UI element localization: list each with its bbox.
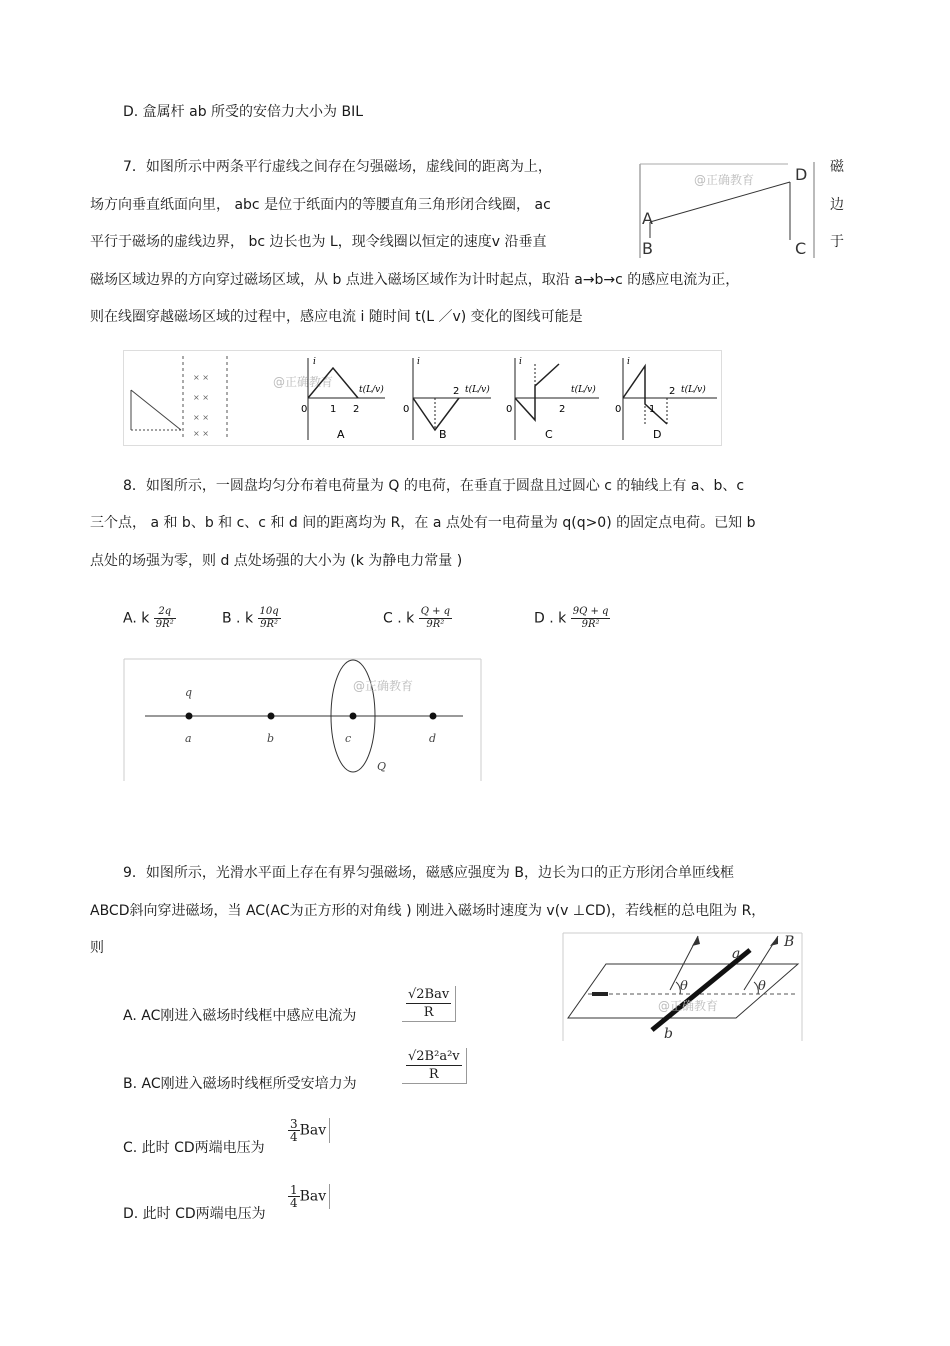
svg-text:i: i — [417, 357, 420, 367]
q9-option-b: B. AC刚进入磁场时线框所受安培力为 — [123, 1076, 357, 1092]
q8-option-c: C . k $\frac{Q + q}{\text{9R²}}$ — [383, 606, 451, 630]
q9-option-a: A. AC刚进入磁场时线框中感应电流为 — [123, 1008, 357, 1024]
q7-graph-d — [615, 357, 717, 441]
q8-fig-watermark: @正确教育 — [353, 679, 414, 693]
q8-line-2: 三个点， a 和 b、b 和 c、c 和 d 间的距离均为 R，在 a 点处有一电荷量为 q(q>0) 的固定点电荷。已知 b — [90, 515, 756, 531]
q9-option-d: D. 此时 CD两端电压为 — [123, 1206, 266, 1222]
q8-point-a — [186, 713, 193, 720]
svg-text:d: d — [429, 732, 437, 745]
q7-graph-b — [403, 357, 491, 441]
svg-text:× ×: × × — [193, 393, 209, 402]
svg-text:1: 1 — [649, 404, 656, 415]
q7-graph-label-c: C — [545, 428, 553, 441]
q7-fig-label-b: B — [642, 239, 653, 258]
q7-line-5: 则在线圈穿越磁场区域的过程中，感应电流 i 随时间 t(L ／v) 变化的图线可能是 — [90, 309, 583, 325]
q9-option-c: C. 此时 CD两端电压为 — [123, 1140, 265, 1156]
q6-option-d: D. 盒属杆 ab 所受的安倍力大小为 BIL — [123, 104, 364, 120]
svg-text:t(L/v): t(L/v) — [465, 385, 490, 395]
q9-fig-label-B: B — [784, 934, 795, 950]
svg-text:Q: Q — [377, 760, 387, 773]
q8-disk-figure — [123, 658, 483, 782]
svg-text:t(L/v): t(L/v) — [681, 385, 706, 395]
q7-line-2-tail: 边 — [830, 197, 844, 213]
svg-text:2: 2 — [453, 386, 460, 397]
q7-fig-label-d: D — [795, 165, 808, 184]
q7-graph-a — [301, 357, 385, 441]
svg-text:θ: θ — [758, 979, 766, 994]
svg-text:q: q — [185, 686, 193, 699]
svg-text:1: 1 — [330, 404, 337, 415]
svg-text:2: 2 — [353, 404, 360, 415]
q9-line-1: 9．如图所示，光滑水平面上存在有界匀强磁场，磁感应强度为 B，边长为口的正方形闭合单匝线框 — [123, 865, 734, 881]
q7-fig-label-c: C — [795, 239, 807, 258]
q9-line-2: ABCD斜向穿进磁场，当 AC(AC为正方形的对角线 ) 刚进入磁场时速度为 v(v ⊥CD)，若线框的总电阻为 R， — [90, 903, 766, 919]
q7-field-figure — [638, 160, 818, 260]
svg-text:2: 2 — [559, 404, 566, 415]
q7-line-2: 场方向垂直纸面向里， abc 是位于纸面内的等腰直角三角形闭合线圈， ac — [90, 197, 551, 213]
svg-text:t(L/v): t(L/v) — [571, 385, 596, 395]
svg-text:i: i — [313, 357, 316, 367]
q7-line-3-tail: 于 — [830, 234, 844, 250]
q7-line-4: 磁场区域边界的方向穿过磁场区域，从 b 点进入磁场区域作为计时起点，取沿 a→b→c 的感应电流为正， — [90, 272, 740, 288]
q7-graph-label-a: A — [337, 428, 345, 441]
svg-text:b: b — [267, 732, 275, 745]
q9-option-b-formula: √2B²a²v R — [402, 1048, 467, 1084]
q8-option-a: A. k $\frac{2q}{\text{9R²}}$ — [123, 606, 174, 630]
q7-graph-label-b: B — [439, 428, 447, 441]
svg-text:0: 0 — [301, 404, 308, 415]
q8-point-c — [350, 713, 357, 720]
q9-fig-label-a: a — [732, 946, 741, 962]
svg-text:0: 0 — [615, 404, 622, 415]
svg-text:c: c — [345, 732, 352, 745]
q7-fig-watermark: @正确教育 — [694, 173, 755, 187]
q8-point-d — [430, 713, 437, 720]
svg-text:i: i — [627, 357, 630, 367]
q7-setup-sketch — [131, 356, 227, 440]
q8-line-3: 点处的场强为零，则 d 点处场强的大小为 (k 为静电力常量 ) — [90, 553, 463, 569]
svg-text:a: a — [185, 732, 192, 745]
q7-line-3: 平行于磁场的虚线边界， bc 边长也为 L，现令线圈以恒定的速度v 沿垂直 — [90, 234, 547, 250]
svg-text:2: 2 — [669, 386, 676, 397]
svg-text:× ×: × × — [193, 429, 209, 438]
q9-fig-label-b: b — [664, 1026, 673, 1042]
q8-line-1: 8．如图所示，一圆盘均匀分布着电荷量为 Q 的电荷，在垂直于圆盘且过圆心 c 的轴线上有 a、b、c — [123, 478, 745, 494]
q7-line-1-tail: 磁 — [830, 159, 844, 175]
svg-text:t(L/v): t(L/v) — [359, 385, 384, 395]
q8-option-d: D . k $\frac{9Q + q}{\text{9R²}}$ — [534, 606, 609, 630]
q7-graph-c — [506, 357, 599, 441]
q9-line-3: 则 — [90, 940, 104, 956]
svg-text:θ: θ — [680, 979, 688, 994]
q9-field-figure — [562, 932, 804, 1042]
q7-graph-watermark: @正确教育 — [273, 375, 334, 389]
q9-option-d-formula: $\frac{1}{4}$ Bav — [288, 1184, 330, 1209]
q9-option-a-formula: √2Bav R — [402, 986, 456, 1022]
q7-fig-label-a: A — [642, 209, 653, 228]
q7-graph-strip — [123, 350, 723, 446]
q9-option-c-formula: $\frac{3}{4}$ Bav — [288, 1118, 330, 1143]
q7-line-1: 7．如图所示中两条平行虚线之间存在匀强磁场，虚线间的距离为上， — [123, 159, 552, 175]
svg-text:0: 0 — [403, 404, 410, 415]
svg-text:× ×: × × — [193, 413, 209, 422]
q7-graph-label-d: D — [653, 428, 662, 441]
svg-text:0: 0 — [506, 404, 513, 415]
svg-text:i: i — [519, 357, 522, 367]
q8-point-b — [268, 713, 275, 720]
q8-option-b: B . k $\frac{10q}{\text{9R²}}$ — [222, 606, 279, 630]
q9-fig-watermark: @正确教育 — [658, 999, 719, 1013]
svg-text:× ×: × × — [193, 373, 209, 382]
